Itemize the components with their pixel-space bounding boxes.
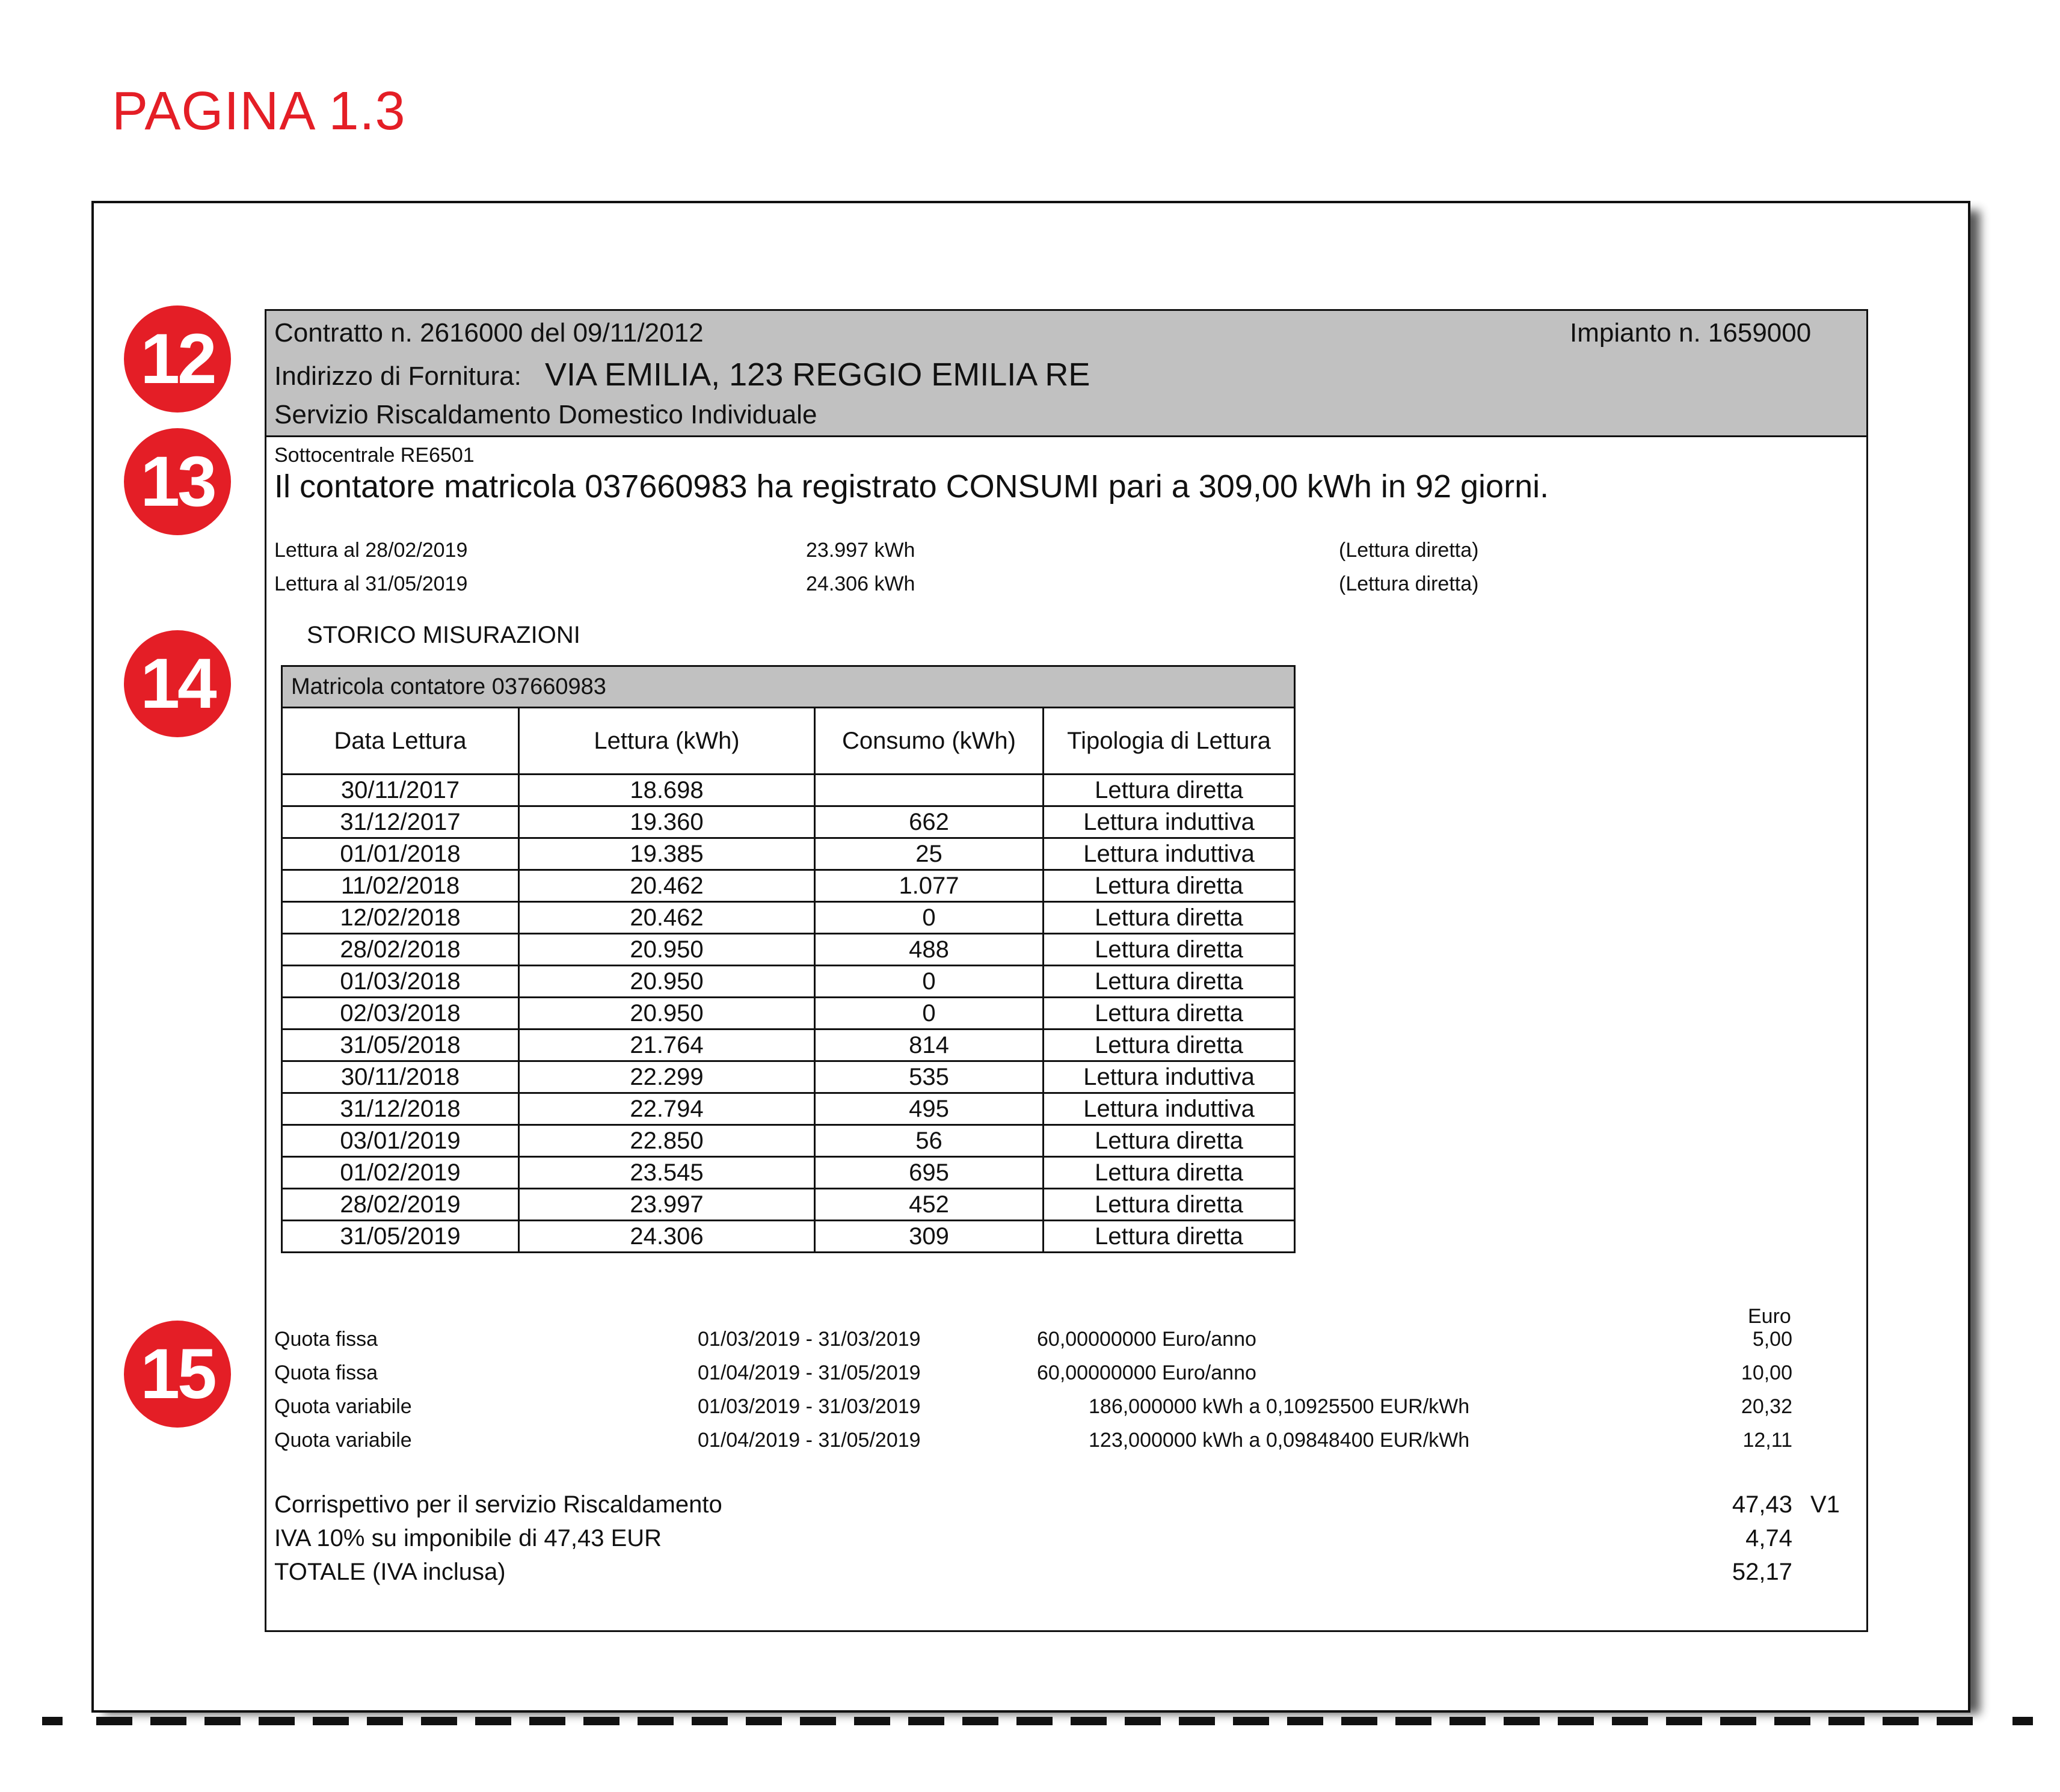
- service-fee-code: V1: [1810, 1491, 1840, 1518]
- table-cell: 452: [815, 1189, 1044, 1221]
- charge-period: 01/04/2019 - 31/05/2019: [698, 1361, 921, 1384]
- table-row: [282, 1157, 1295, 1189]
- charge-period: 01/04/2019 - 31/05/2019: [698, 1429, 921, 1452]
- meter-caption: Matricola contatore 037660983: [282, 666, 1295, 708]
- table-cell: 01/01/2018: [282, 838, 519, 870]
- table-cell: 22.794: [519, 1093, 815, 1125]
- table-row: [282, 934, 1295, 966]
- reading-type: (Lettura diretta): [1339, 572, 1479, 595]
- table-row: [282, 1221, 1295, 1253]
- currency-header: Euro: [1748, 1305, 1791, 1328]
- table-cell: Lettura diretta: [1044, 998, 1295, 1029]
- charge-detail: 123,000000 kWh a 0,09848400 EUR/kWh: [1089, 1429, 1470, 1452]
- charge-detail: 186,000000 kWh a 0,10925500 EUR/kWh: [1089, 1395, 1470, 1418]
- table-cell: Lettura diretta: [1044, 775, 1295, 806]
- table-cell: Lettura diretta: [1044, 966, 1295, 998]
- table-cell: 12/02/2018: [282, 902, 519, 934]
- table-row: [282, 902, 1295, 934]
- charge-detail: 60,00000000 Euro/anno: [1037, 1361, 1256, 1384]
- service-fee-label: Corrispettivo per il servizio Riscaldamento: [274, 1491, 722, 1518]
- supply-address: VIA EMILIA, 123 REGGIO EMILIA RE: [545, 357, 1090, 393]
- table-row: [282, 1093, 1295, 1125]
- vat-amount: 4,74: [1745, 1525, 1792, 1551]
- table-cell: Lettura diretta: [1044, 1189, 1295, 1221]
- contract-number: Contratto n. 2616000 del 09/11/2012: [274, 318, 704, 348]
- table-cell: 01/03/2018: [282, 966, 519, 998]
- column-header: Consumo (kWh): [815, 708, 1044, 775]
- consumption-summary: Il contatore matricola 037660983 ha registrato CONSUMI pari a 309,00 kWh in 92 giorni.: [274, 468, 1549, 505]
- charge-amount: 12,11: [1742, 1429, 1792, 1452]
- substation: Sottocentrale RE6501: [274, 444, 475, 467]
- table-cell: 535: [815, 1061, 1044, 1093]
- total-label: TOTALE (IVA inclusa): [274, 1559, 506, 1585]
- reading-label: Lettura al 28/02/2019: [274, 539, 468, 562]
- reading-value: 23.997 kWh: [806, 539, 915, 562]
- table-row: [282, 838, 1295, 870]
- charge-period: 01/03/2019 - 31/03/2019: [698, 1395, 921, 1418]
- table-cell: 21.764: [519, 1029, 815, 1061]
- page-title: PAGINA 1.3: [112, 81, 406, 141]
- table-cell: 20.950: [519, 966, 815, 998]
- table-cell: 662: [815, 806, 1044, 838]
- table-cell: 0: [815, 998, 1044, 1029]
- table-cell: 1.077: [815, 870, 1044, 902]
- table-cell: 695: [815, 1157, 1044, 1189]
- table-cell: 31/12/2017: [282, 806, 519, 838]
- table-cell: Lettura induttiva: [1044, 806, 1295, 838]
- charge-period: 01/03/2019 - 31/03/2019: [698, 1328, 921, 1351]
- table-cell: 03/01/2019: [282, 1125, 519, 1157]
- charge-detail: 60,00000000 Euro/anno: [1037, 1328, 1256, 1351]
- badge-12: 12: [124, 305, 231, 413]
- total-amount: 52,17: [1732, 1559, 1792, 1585]
- table-cell: Lettura induttiva: [1044, 1061, 1295, 1093]
- table-cell: [815, 775, 1044, 806]
- table-cell: 495: [815, 1093, 1044, 1125]
- table-cell: Lettura diretta: [1044, 1157, 1295, 1189]
- column-header: Lettura (kWh): [519, 708, 815, 775]
- supply-address-label: Indirizzo di Fornitura:: [274, 361, 521, 391]
- vat-label: IVA 10% su imponibile di 47,43 EUR: [274, 1525, 662, 1551]
- charge-amount: 10,00: [1741, 1361, 1792, 1384]
- table-cell: 25: [815, 838, 1044, 870]
- table-cell: 18.698: [519, 775, 815, 806]
- table-cell: 19.385: [519, 838, 815, 870]
- table-cell: Lettura diretta: [1044, 1029, 1295, 1061]
- table-cell: Lettura diretta: [1044, 1221, 1295, 1253]
- table-row: [282, 1029, 1295, 1061]
- table-cell: 23.997: [519, 1189, 815, 1221]
- charge-amount: 5,00: [1752, 1328, 1792, 1351]
- table-cell: 11/02/2018: [282, 870, 519, 902]
- service-fee-amount: 47,43: [1732, 1491, 1792, 1518]
- table-cell: Lettura diretta: [1044, 870, 1295, 902]
- table-cell: 20.950: [519, 998, 815, 1029]
- table-cell: 488: [815, 934, 1044, 966]
- table-row: [282, 806, 1295, 838]
- measurement-history-table: [281, 665, 1296, 1253]
- history-rows: [282, 775, 1295, 1253]
- table-cell: 31/12/2018: [282, 1093, 519, 1125]
- table-cell: Lettura induttiva: [1044, 1093, 1295, 1125]
- table-row: [282, 1061, 1295, 1093]
- table-cell: 31/05/2019: [282, 1221, 519, 1253]
- table-cell: 20.462: [519, 902, 815, 934]
- table-cell: Lettura diretta: [1044, 902, 1295, 934]
- table-row: [282, 775, 1295, 806]
- reading-value: 24.306 kWh: [806, 572, 915, 595]
- table-cell: 814: [815, 1029, 1044, 1061]
- service-name: Servizio Riscaldamento Domestico Individuale: [274, 400, 817, 429]
- table-row: [282, 1125, 1295, 1157]
- table-cell: Lettura induttiva: [1044, 838, 1295, 870]
- table-cell: 22.299: [519, 1061, 815, 1093]
- table-cell: 28/02/2019: [282, 1189, 519, 1221]
- table-row: [282, 966, 1295, 998]
- table-cell: 30/11/2017: [282, 775, 519, 806]
- table-cell: Lettura diretta: [1044, 934, 1295, 966]
- charge-label: Quota fissa: [274, 1328, 378, 1351]
- charge-amount: 20,32: [1741, 1395, 1792, 1418]
- table-cell: 20.462: [519, 870, 815, 902]
- table-row: [282, 998, 1295, 1029]
- charge-label: Quota variabile: [274, 1395, 412, 1418]
- table-cell: 19.360: [519, 806, 815, 838]
- table-cell: 0: [815, 966, 1044, 998]
- badge-15: 15: [124, 1321, 231, 1428]
- table-cell: 0: [815, 902, 1044, 934]
- table-row: [282, 1189, 1295, 1221]
- table-cell: 22.850: [519, 1125, 815, 1157]
- table-cell: 56: [815, 1125, 1044, 1157]
- column-header: Data Lettura: [282, 708, 519, 775]
- reading-type: (Lettura diretta): [1339, 539, 1479, 562]
- table-cell: Lettura diretta: [1044, 1125, 1295, 1157]
- badge-13: 13: [124, 428, 231, 535]
- table-cell: 31/05/2018: [282, 1029, 519, 1061]
- table-cell: 02/03/2018: [282, 998, 519, 1029]
- table-cell: 23.545: [519, 1157, 815, 1189]
- table-cell: 24.306: [519, 1221, 815, 1253]
- table-cell: 30/11/2018: [282, 1061, 519, 1093]
- cut-mark-right: [2012, 1717, 2033, 1725]
- column-header: Tipologia di Lettura: [1044, 708, 1295, 775]
- reading-label: Lettura al 31/05/2019: [274, 572, 468, 595]
- table-cell: 309: [815, 1221, 1044, 1253]
- table-cell: 28/02/2018: [282, 934, 519, 966]
- table-cell: 20.950: [519, 934, 815, 966]
- badge-14: 14: [124, 630, 231, 737]
- plant-number: Impianto n. 1659000: [1570, 318, 1812, 348]
- table-cell: 01/02/2019: [282, 1157, 519, 1189]
- table-row: [282, 870, 1295, 902]
- dashed-cut-line: [96, 1717, 1985, 1725]
- history-title: STORICO MISURAZIONI: [307, 622, 580, 648]
- charge-label: Quota fissa: [274, 1361, 378, 1384]
- charge-label: Quota variabile: [274, 1429, 412, 1452]
- cut-mark-left: [42, 1717, 63, 1725]
